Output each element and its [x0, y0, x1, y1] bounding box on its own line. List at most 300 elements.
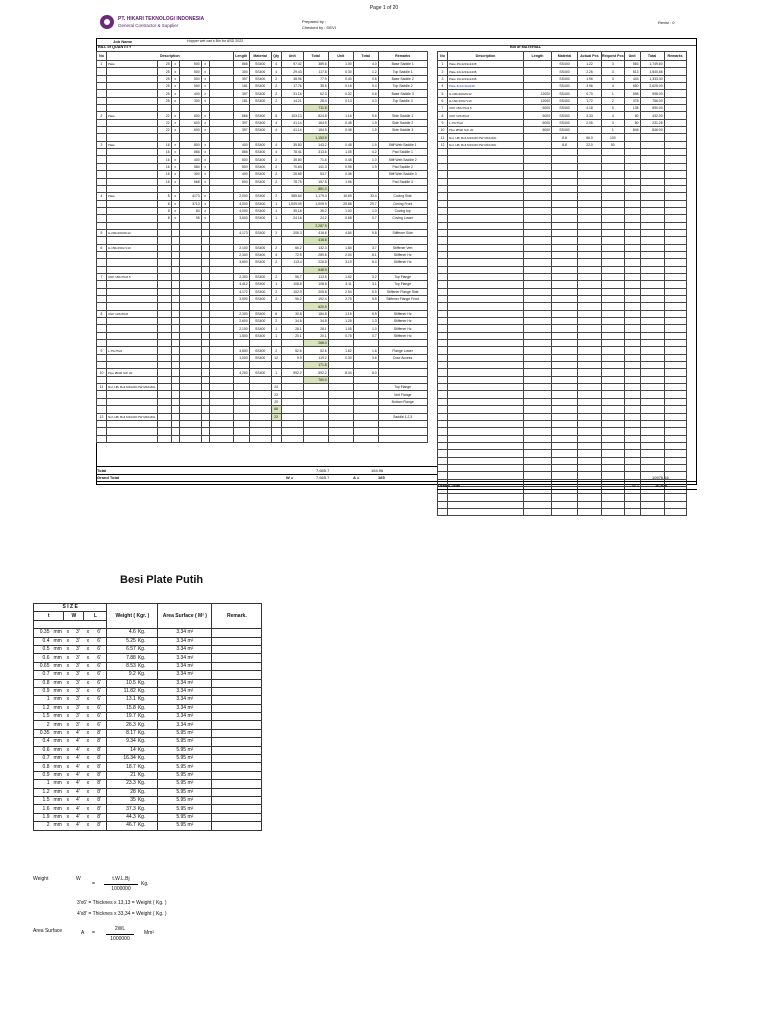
boq-cell-x2: x	[201, 112, 209, 119]
bom-empty-cell	[524, 501, 552, 508]
weight-denominator: 1000000	[111, 886, 131, 892]
bom-cell-total: 846.00	[640, 127, 664, 134]
bom-cell-description: Plate 8x1219x2438	[448, 83, 524, 90]
boq-cell-thickness: 8	[157, 193, 171, 200]
bom-cell-material: 8.8	[552, 134, 578, 141]
bom-empty-cell	[552, 273, 578, 280]
boq-cell-qty	[271, 428, 281, 435]
bom-cell-total: 1,333.30	[640, 75, 664, 82]
boq-cell-remarks: Stiffener Side	[378, 229, 427, 236]
boq-cell-unit-weight: 41.14	[281, 119, 303, 126]
plate-cell-x2: x	[84, 696, 92, 704]
bom-empty-cell	[640, 296, 664, 303]
bom-empty-cell	[602, 193, 625, 200]
plate-weight-value: 8.53	[126, 662, 136, 669]
boq-cell-remarks	[378, 406, 427, 413]
boq-cell-length: 3,900	[233, 296, 249, 303]
plate-cell-length: 8'	[92, 796, 107, 804]
plate-cell-x: x	[64, 729, 72, 737]
plate-cell-area: 5.95 m²	[158, 813, 212, 821]
bom-row	[438, 90, 687, 97]
boq-cell-x2	[201, 420, 209, 427]
boq-cell-qty: 2	[271, 178, 281, 185]
bom-empty-row	[438, 457, 687, 464]
bom-cell-total: 231.28	[640, 119, 664, 126]
boq-cell-length	[233, 384, 249, 391]
boq-cell-spacer	[209, 61, 233, 68]
bom-empty-cell	[524, 428, 552, 435]
boq-cell-length: 866	[233, 112, 249, 119]
plate-cell-area: 3.34 m²	[158, 654, 212, 662]
boq-cell-x2	[201, 369, 209, 376]
boq-cell-x2: x	[201, 83, 209, 90]
boq-cell-no	[97, 420, 107, 427]
plate-cell-thickness: 0.4	[34, 637, 52, 645]
boq-cell-unit-weight	[281, 237, 303, 244]
bom-empty-cell	[578, 362, 602, 369]
boq-cell-description: Nut, HB, Bolt M16x60 PW M16x60L	[108, 385, 156, 390]
boq-cell-unit-weight	[281, 420, 303, 427]
bom-empty-cell	[664, 347, 686, 354]
bom-empty-cell	[602, 207, 625, 214]
boq-cell-width	[179, 296, 201, 303]
boq-cell-description	[107, 435, 158, 442]
boq-cell-material	[249, 376, 271, 383]
boq-cell-x2: x	[201, 193, 209, 200]
bom-col-material: Material	[552, 52, 578, 61]
plate-cell-area: 5.95 m²	[158, 788, 212, 796]
boq-cell-unit-weight: 97.42	[281, 61, 303, 68]
bom-row	[438, 97, 687, 104]
bom-cell-length: 6000	[524, 105, 552, 112]
bom-empty-cell	[578, 347, 602, 354]
bom-empty-cell	[640, 193, 664, 200]
boq-cell-total-weight: 53.7	[303, 171, 328, 178]
boq-cell-qty: 2	[271, 163, 281, 170]
boq-cell-material: SS400	[249, 149, 271, 156]
plate-cell-weight	[107, 729, 158, 737]
boq-cell-material: SS400	[249, 193, 271, 200]
bom-empty-cell	[624, 354, 640, 361]
boq-cell-remarks: Stiff Web Saddle 1	[378, 141, 427, 148]
plate-header-spacer	[34, 620, 107, 628]
plate-cell-length: 6'	[92, 704, 107, 712]
plate-cell-area: 5.95 m²	[158, 738, 212, 746]
bom-empty-cell	[438, 156, 448, 163]
bom-empty-cell	[524, 442, 552, 449]
boq-cell-unit-area: 0.32	[328, 90, 353, 97]
bom-empty-cell	[524, 318, 552, 325]
boq-cell-spacer	[209, 318, 233, 325]
boq-cell-unit-weight: 35.80	[281, 156, 303, 163]
bom-col-total: Total	[640, 52, 664, 61]
bom-empty-cell	[602, 229, 625, 236]
bom-empty-cell	[624, 435, 640, 442]
bom-empty-cell	[664, 296, 686, 303]
bom-cell-unit: 80	[624, 119, 640, 126]
bom-empty-cell	[438, 296, 448, 303]
bom-empty-cell	[448, 457, 524, 464]
boq-cell-qty: 2	[271, 83, 281, 90]
boq-cell-total-weight	[303, 428, 328, 435]
plate-body	[34, 629, 262, 830]
boq-cell-remarks: Stiffener Hz	[378, 310, 427, 317]
boq-cell-unit-area	[328, 105, 353, 112]
plate-row	[34, 763, 262, 771]
boq-cell-total-weight: 2,287.9	[303, 222, 328, 229]
bom-empty-cell	[602, 354, 625, 361]
bom-col-description: Description	[448, 52, 524, 61]
boq-cell-total-weight	[303, 391, 328, 398]
boq-cell-unit-area: 1.00	[328, 207, 353, 214]
bom-empty-cell	[552, 237, 578, 244]
boq-cell-total-weight: 164.5	[303, 119, 328, 126]
plate-weight-unit: Kg.	[137, 797, 146, 804]
boq-row	[97, 171, 428, 178]
boq-cell-unit-weight	[281, 105, 303, 112]
boq-cell-qty: 4	[271, 149, 281, 156]
boq-cell-material	[249, 303, 271, 310]
plate-cell-width: 3'	[72, 679, 84, 687]
boq-row	[97, 391, 428, 398]
boq-cell-spacer	[209, 310, 233, 317]
boq-cell-spacer	[209, 435, 233, 442]
bom-cell-total: 1,540.66	[640, 68, 664, 75]
plate-cell-x2: x	[84, 813, 92, 821]
boq-cell-no	[97, 83, 107, 90]
plate-cell-remark	[212, 662, 262, 670]
boq-cell-x	[171, 222, 179, 229]
boq-cell-unit-weight: 96.2	[281, 296, 303, 303]
boq-cell-total-area: 4.0	[353, 61, 378, 68]
boq-cell-x2	[201, 266, 209, 273]
plate-cell-width: 3'	[72, 654, 84, 662]
boq-cell-length	[233, 406, 249, 413]
bom-cell-description: H-150x150x7x10	[448, 97, 524, 104]
boq-cell-x	[171, 259, 179, 266]
boq-cell-material: SS400	[249, 369, 271, 376]
boq-row	[97, 68, 428, 75]
plate-cell-width: 4'	[72, 763, 84, 771]
boq-cell-unit-weight: 108.8	[281, 281, 303, 288]
bom-empty-cell	[578, 369, 602, 376]
company-logo-inner	[104, 19, 110, 25]
bom-empty-cell	[640, 288, 664, 295]
bom-empty-cell	[524, 347, 552, 354]
bom-empty-cell	[448, 398, 524, 405]
boq-cell-x2	[201, 185, 209, 192]
bom-cell-remarks	[664, 119, 686, 126]
boq-cell-material: SS400	[249, 296, 271, 303]
boq-cell-x	[171, 296, 179, 303]
boq-row	[97, 229, 428, 236]
plate-cell-x2: x	[84, 721, 92, 729]
boq-cell-description: Plate	[107, 112, 158, 119]
bom-empty-cell	[624, 207, 640, 214]
bom-cell-total: -	[640, 141, 664, 148]
boq-cell-remarks: Stiffener Hz	[378, 251, 427, 258]
bom-empty-cell	[448, 281, 524, 288]
bom-empty-cell	[438, 325, 448, 332]
boq-cell-no	[97, 127, 107, 134]
bom-empty-cell	[640, 457, 664, 464]
boq-cell-material	[249, 428, 271, 435]
boq-col-total: Total	[303, 52, 328, 61]
boq-cell-material	[249, 237, 271, 244]
boq-cell-unit-area: 0.95	[328, 163, 353, 170]
plate-weight-value: 37.3	[126, 805, 136, 812]
bom-empty-cell	[602, 413, 625, 420]
plate-cell-remark	[212, 822, 262, 830]
boq-cell-material	[249, 398, 271, 405]
bom-empty-cell	[524, 376, 552, 383]
boq-cell-width: 500	[179, 68, 201, 75]
bom-empty-cell	[624, 501, 640, 508]
boq-cell-qty: 4	[271, 127, 281, 134]
bom-empty-cell	[578, 442, 602, 449]
boq-cell-unit-weight	[281, 398, 303, 405]
boq-table-wrap	[96, 51, 428, 443]
plate-weight-value: 26.3	[126, 721, 136, 728]
bom-empty-cell	[448, 200, 524, 207]
bom-empty-cell	[524, 185, 552, 192]
bom-empty-cell	[438, 310, 448, 317]
boq-cell-length: 4,200	[233, 369, 249, 376]
bom-empty-cell	[524, 207, 552, 214]
bom-cell-request: 3	[602, 68, 625, 75]
bom-empty-cell	[664, 413, 686, 420]
boq-cell-total-weight: 313.6	[303, 149, 328, 156]
bom-empty-cell	[448, 229, 524, 236]
boq-cell-total-area: 5.5	[353, 296, 378, 303]
bom-empty-cell	[448, 494, 524, 501]
bom-empty-cell	[664, 288, 686, 295]
plate-cell-thickness: 1.6	[34, 805, 52, 813]
bom-empty-cell	[524, 303, 552, 310]
boq-row	[97, 163, 428, 170]
boq-cell-unit-area: 1.84	[328, 244, 353, 251]
plate-cell-width: 3'	[72, 713, 84, 721]
boq-cell-spacer	[209, 340, 233, 347]
boq-cell-width	[179, 428, 201, 435]
boq-cell-unit-area: 0.48	[328, 141, 353, 148]
boq-cell-total-weight: 416.6	[303, 229, 328, 236]
boq-cell-description: Nut, HB, Bolt M16x60 PW M16x60L	[108, 414, 156, 419]
boq-cell-width: 300	[179, 171, 201, 178]
bom-empty-cell	[578, 288, 602, 295]
boq-cell-remarks: Coving Lower	[378, 215, 427, 222]
job-name-value: Hopper wet can's Bin for ASD 2022	[187, 39, 244, 43]
bom-empty-cell	[448, 384, 524, 391]
bom-row	[438, 105, 687, 112]
boq-cell-thickness	[157, 310, 171, 317]
plate-weight-value: 35	[130, 797, 136, 804]
boq-cell-length: 2,100	[233, 325, 249, 332]
boq-row	[97, 420, 428, 427]
boq-cell-thickness: 16	[157, 171, 171, 178]
boq-cell-unit-area: 0.36	[328, 171, 353, 178]
bom-empty-cell	[640, 428, 664, 435]
boq-row	[97, 406, 428, 413]
boq-cell-width	[179, 281, 201, 288]
bom-empty-cell	[552, 281, 578, 288]
plate-cell-area: 5.95 m²	[158, 796, 212, 804]
boq-cell-x2: x	[201, 75, 209, 82]
boq-cell-x2: x	[201, 61, 209, 68]
boq-cell-total-area: 3.6	[353, 354, 378, 361]
plate-cell-width: 3'	[72, 645, 84, 653]
plate-cell-length: 6'	[92, 696, 107, 704]
bom-cell-remarks	[664, 97, 686, 104]
bom-empty-cell	[664, 398, 686, 405]
bom-grand-w-label: W =	[632, 483, 640, 488]
plate-cell-x2: x	[84, 738, 92, 746]
boq-cell-thickness: 22	[157, 119, 171, 126]
boq-cell-length: 2,300	[233, 251, 249, 258]
bom-empty-cell	[664, 318, 686, 325]
boq-cell-total-weight: 171.8	[303, 362, 328, 369]
boq-cell-thickness: 22	[157, 127, 171, 134]
bom-empty-cell	[640, 259, 664, 266]
boq-cell-qty: 4	[271, 61, 281, 68]
revision: Revisi : 0	[658, 20, 675, 25]
plate-weight-value: 15.8	[126, 704, 136, 711]
boq-cell-x: x	[171, 61, 179, 68]
plate-cell-x2: x	[84, 713, 92, 721]
bom-cell-material: SS400	[552, 75, 578, 82]
bom-cell-length	[524, 61, 552, 68]
bom-empty-cell	[524, 149, 552, 156]
boq-cell-x2	[201, 332, 209, 339]
boq-cell-remarks	[378, 428, 427, 435]
plate-row	[34, 687, 262, 695]
boq-cell-material: SS400	[249, 207, 271, 214]
boq-grand-label: Grand Total	[97, 475, 120, 480]
boq-cell-length: 4,000	[233, 200, 249, 207]
bom-empty-cell	[552, 215, 578, 222]
bom-empty-cell	[624, 332, 640, 339]
weight-var: W	[76, 876, 81, 882]
boq-cell-length: 866	[233, 149, 249, 156]
bom-empty-cell	[578, 171, 602, 178]
bom-empty-cell	[664, 325, 686, 332]
boq-cell-remarks	[378, 222, 427, 229]
boq-cell-length	[233, 398, 249, 405]
boq-cell-spacer	[209, 303, 233, 310]
boq-cell-thickness: 16	[157, 149, 171, 156]
boq-cell-length	[233, 391, 249, 398]
bom-empty-cell	[624, 428, 640, 435]
bom-empty-cell	[602, 222, 625, 229]
boq-cell-remarks: Bottom Flange	[378, 398, 427, 405]
boq-cell-remarks	[378, 362, 427, 369]
bom-col-remarks: Remarks	[664, 52, 686, 61]
bom-cell-remarks	[664, 112, 686, 119]
boq-body	[97, 61, 428, 443]
boq-cell-no	[97, 435, 107, 442]
boq-cell-x	[171, 391, 179, 398]
boq-cell-thickness	[157, 354, 171, 361]
boq-cell-unit-area: 2.04	[328, 251, 353, 258]
boq-cell-material: SS400	[249, 288, 271, 295]
company-name: PT. HIKARI TEKNOLOGI INDONESIA	[118, 16, 205, 22]
bom-cell-total: 598.00	[640, 90, 664, 97]
bom-empty-cell	[438, 185, 448, 192]
bom-cell-material: SS400	[552, 112, 578, 119]
plate-cell-width: 4'	[72, 771, 84, 779]
bom-empty-cell	[524, 450, 552, 457]
bom-cell-actual: 3.96	[578, 83, 602, 90]
boq-cell-spacer	[209, 229, 233, 236]
bom-empty-cell	[640, 435, 664, 442]
plate-cell-x: x	[64, 704, 72, 712]
boq-cell-spacer	[209, 141, 233, 148]
boq-header-row	[97, 52, 428, 61]
boq-cell-total-area: 1.9	[353, 163, 378, 170]
bom-empty-cell	[640, 200, 664, 207]
boq-cell-length: 800	[233, 156, 249, 163]
plate-cell-thickness: 1.2	[34, 788, 52, 796]
boq-cell-unit-weight: 41.14	[281, 127, 303, 134]
bom-empty-cell	[602, 281, 625, 288]
bom-empty-row	[438, 464, 687, 471]
bom-empty-cell	[552, 384, 578, 391]
plate-cell-x2: x	[84, 637, 92, 645]
plate-cell-mm: mm	[53, 646, 62, 653]
boq-cell-unit-area	[328, 435, 353, 442]
boq-cell-x2	[201, 244, 209, 251]
boq-cell-unit-weight	[281, 266, 303, 273]
boq-cell-thickness	[157, 244, 171, 251]
bom-empty-cell	[524, 200, 552, 207]
plate-cell-area: 5.95 m²	[158, 763, 212, 771]
bom-empty-cell	[448, 362, 524, 369]
bom-empty-cell	[602, 442, 625, 449]
plate-cell-x2: x	[84, 729, 92, 737]
bom-empty-cell	[448, 259, 524, 266]
plate-weight-unit: Kg.	[137, 755, 146, 762]
boq-cell-no: 1	[97, 61, 107, 68]
boq-cell-material: SS400	[249, 97, 271, 104]
bom-cell-description: L-75x75x6	[448, 119, 524, 126]
bom-empty-cell	[524, 156, 552, 163]
boq-cell-spacer	[209, 134, 233, 141]
boq-cell-width	[179, 222, 201, 229]
plate-cell-width: 4'	[72, 746, 84, 754]
boq-cell-no: 3	[97, 141, 107, 148]
plate-weight-unit: Kg.	[137, 654, 146, 661]
bom-empty-cell	[640, 310, 664, 317]
bom-empty-row	[438, 340, 687, 347]
bom-empty-cell	[602, 251, 625, 258]
boq-cell-unit-area: 2.75	[328, 296, 353, 303]
boq-cell-thickness: 8	[157, 215, 171, 222]
bom-cell-material: SS400	[552, 61, 578, 68]
boq-cell-thickness: 16	[157, 163, 171, 170]
bom-empty-cell	[640, 163, 664, 170]
bom-empty-cell	[552, 200, 578, 207]
boq-cell-material	[249, 384, 271, 391]
boq-cell-width	[179, 266, 201, 273]
boq-row	[97, 288, 428, 295]
plate-cell-mm: mm	[53, 662, 62, 669]
bom-empty-cell	[664, 332, 686, 339]
area-numerator: 2WL	[114, 926, 126, 932]
boq-cell-description	[107, 376, 158, 383]
bom-empty-cell	[602, 501, 625, 508]
plate-cell-mm: mm	[53, 788, 62, 795]
bom-empty-row	[438, 384, 687, 391]
